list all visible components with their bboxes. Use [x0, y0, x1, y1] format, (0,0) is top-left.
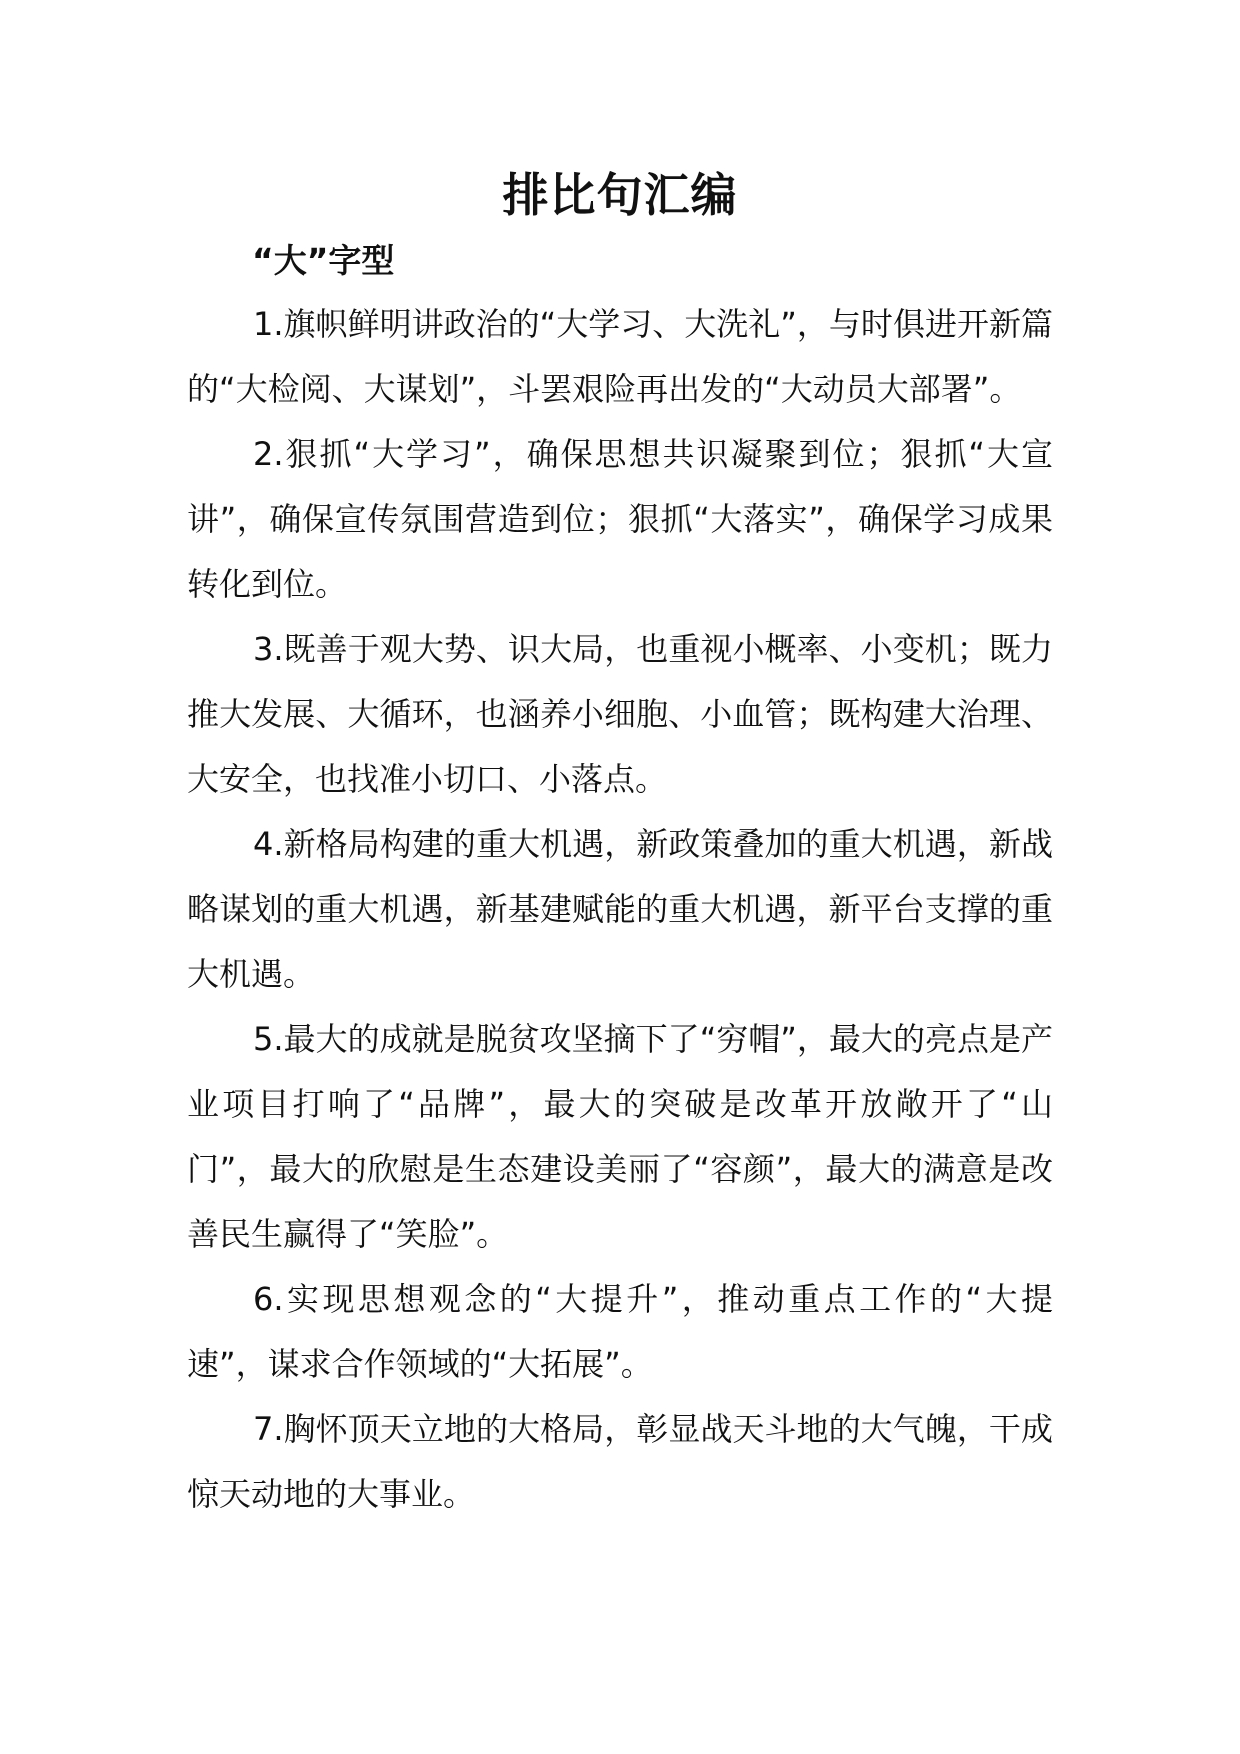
paragraph-1: 1.旗帜鲜明讲政治的“大学习、大洗礼”，与时俱进开新篇的“大检阅、大谋划”，斗罢艰险再出发的“大动员大部署”。	[187, 305, 1053, 408]
paragraph-6: 6.实现思想观念的“大提升”，推动重点工作的“大提速”，谋求合作领域的“大拓展”。	[187, 1280, 1053, 1383]
page-title: 排比句汇编	[502, 168, 738, 222]
paragraph-2: 2.狠抓“大学习”，确保思想共识凝聚到位；狠抓“大宣讲”，确保宣传氛围营造到位；狠抓“大落实”，确保学习成果转化到位。	[187, 435, 1053, 603]
paragraph-5: 5.最大的成就是脱贫攻坚摘下了“穷帽”，最大的亮点是产业项目打响了“品牌”，最大的突破是改革开放敞开了“山门”，最大的欣慰是生态建设美丽了“容颜”，最大的满意是改善民生赢得了“笑脸”。	[187, 1020, 1053, 1253]
paragraph-3: 3.既善于观大势、识大局，也重视小概率、小变机；既力推大发展、大循环，也涵养小细胞、小血管；既构建大治理、大安全，也找准小切口、小落点。	[187, 630, 1053, 798]
document-body	[187, 292, 1053, 1527]
paragraph-7: 7.胸怀顶天立地的大格局，彰显战天斗地的大气魄，干成惊天动地的大事业。	[187, 1410, 1053, 1513]
section-heading: “大”字型	[252, 241, 395, 280]
paragraph-4: 4.新格局构建的重大机遇，新政策叠加的重大机遇，新战略谋划的重大机遇，新基建赋能的重大机遇，新平台支撑的重大机遇。	[187, 825, 1053, 993]
